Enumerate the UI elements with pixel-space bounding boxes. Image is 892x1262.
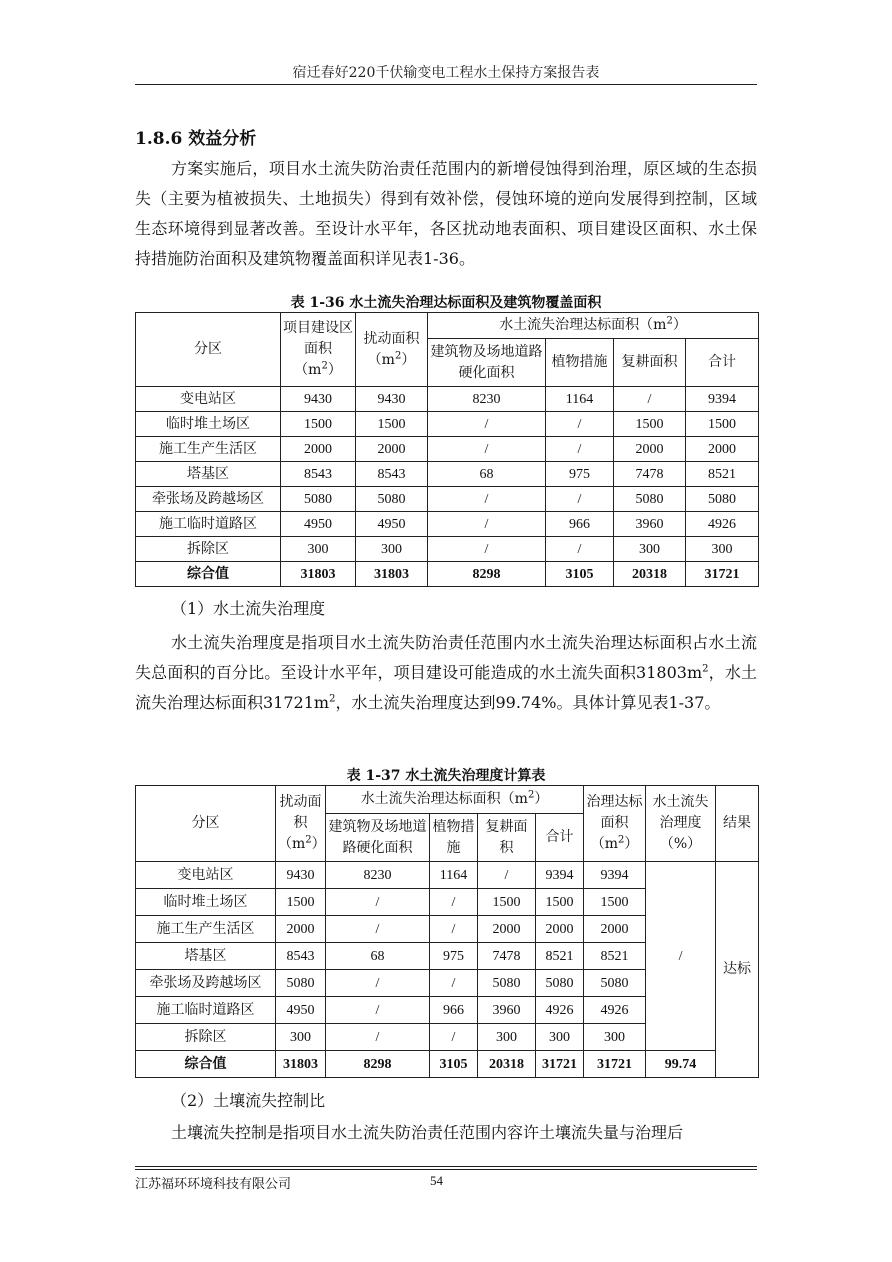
table-cell: 2000	[614, 437, 686, 462]
table-cell: 牵张场及跨越场区	[136, 487, 281, 512]
t37-header-rate: 水土流失治理度（%）	[646, 786, 716, 862]
table-cell: 8230	[326, 862, 430, 889]
merged-rate-cell: /	[646, 862, 716, 1051]
table-cell: 临时堆土场区	[136, 889, 276, 916]
table-cell: 966	[546, 512, 614, 537]
table-row	[136, 487, 759, 512]
table-cell: 5080	[356, 487, 428, 512]
table-37	[135, 785, 759, 1078]
table-total-row	[136, 1051, 759, 1078]
table-cell: /	[428, 487, 546, 512]
table-cell: /	[428, 537, 546, 562]
table-cell: 31721	[686, 562, 759, 587]
table-cell: 2000	[536, 916, 584, 943]
table-cell: 2000	[478, 916, 536, 943]
t36-header-plant: 植物措施	[546, 339, 614, 387]
table-cell: 300	[686, 537, 759, 562]
t36-header-road: 建筑物及场地道路硬化面积	[428, 339, 546, 387]
table-cell: 4926	[584, 997, 646, 1024]
section-title: 1.8.6 效益分析	[135, 129, 257, 149]
table-cell: 9430	[281, 387, 356, 412]
t37-header-disturb: 扰动面积$(m^2)$	[276, 786, 326, 862]
footer-rule	[135, 1166, 757, 1167]
table-cell: /	[430, 889, 478, 916]
table-cell: 施工生产生活区	[136, 437, 281, 462]
table-cell: /	[546, 487, 614, 512]
t37-body	[136, 862, 759, 1078]
t37-header-group: 水土流失治理达标面积$(m^2)$	[326, 786, 584, 814]
table-cell: /	[614, 387, 686, 412]
table-cell: 4926	[686, 512, 759, 537]
table-row	[136, 462, 759, 487]
header-rule	[135, 84, 757, 85]
table-cell: 5080	[536, 970, 584, 997]
page-number: 54	[430, 1173, 443, 1188]
table-cell: 31721	[536, 1051, 584, 1078]
table-cell: 2000	[686, 437, 759, 462]
table-cell: 拆除区	[136, 537, 281, 562]
table-cell: 5080	[478, 970, 536, 997]
table-cell: 1500	[584, 889, 646, 916]
table-cell: 300	[356, 537, 428, 562]
table-cell: 300	[276, 1024, 326, 1051]
table-cell: /	[428, 437, 546, 462]
table-row	[136, 387, 759, 412]
table-cell: 966	[430, 997, 478, 1024]
table-36	[135, 312, 759, 587]
table-row	[136, 412, 759, 437]
table-row	[136, 537, 759, 562]
table-cell: 68	[326, 943, 430, 970]
table-cell: /	[430, 1024, 478, 1051]
table-cell: 3960	[614, 512, 686, 537]
table-cell: 1500	[478, 889, 536, 916]
table-cell: /	[430, 970, 478, 997]
subheading-2: （2）土壤流失控制比	[171, 1091, 326, 1110]
table-cell: 1500	[614, 412, 686, 437]
table-37-caption: 表 1-37 水土流失治理度计算表	[346, 768, 546, 784]
table-cell: 20318	[614, 562, 686, 587]
t36-body	[136, 387, 759, 587]
table-cell: 5080	[614, 487, 686, 512]
table-cell: 塔基区	[136, 462, 281, 487]
table-cell: 牵张场及跨越场区	[136, 970, 276, 997]
table-cell: 8521	[584, 943, 646, 970]
table-cell: 4926	[536, 997, 584, 1024]
table-cell: 9394	[686, 387, 759, 412]
table-cell: 1164	[546, 387, 614, 412]
table-cell: 3105	[546, 562, 614, 587]
t37-header-result: 结果	[716, 786, 759, 862]
table-cell: 9430	[356, 387, 428, 412]
table-cell: 300	[584, 1024, 646, 1051]
table-cell: 1500	[536, 889, 584, 916]
table-cell: 综合值	[136, 1051, 276, 1078]
table-cell: 2000	[281, 437, 356, 462]
table-cell: /	[326, 997, 430, 1024]
table-cell: 2000	[276, 916, 326, 943]
t36-header-sum: 合计	[686, 339, 759, 387]
table-36-caption: 表 1-36 水土流失治理达标面积及建筑物覆盖面积	[290, 295, 602, 311]
table-cell: 施工生产生活区	[136, 916, 276, 943]
table-cell: 99.74	[646, 1051, 716, 1078]
table-cell: /	[326, 889, 430, 916]
table-cell: 8543	[356, 462, 428, 487]
merged-result-cell: 达标	[716, 862, 759, 1078]
page-header: 宿迁春好220千伏输变电工程水土保持方案报告表	[292, 65, 600, 81]
t37-header-plant: 植物措施	[430, 814, 478, 862]
table-cell: /	[546, 412, 614, 437]
t36-header-disturb: 扰动面积$(m^2)$	[356, 313, 428, 387]
table-cell: 8521	[686, 462, 759, 487]
table-cell: 31803	[281, 562, 356, 587]
table-cell: 7478	[478, 943, 536, 970]
table-cell: 20318	[478, 1051, 536, 1078]
t37-header-recl: 复耕面积	[478, 814, 536, 862]
table-cell: 9394	[536, 862, 584, 889]
table-cell: 31803	[276, 1051, 326, 1078]
table-cell: 8298	[326, 1051, 430, 1078]
table-cell: /	[430, 916, 478, 943]
table-cell: 975	[430, 943, 478, 970]
table-cell: 300	[478, 1024, 536, 1051]
table-cell: 4950	[356, 512, 428, 537]
paragraph-1: 方案实施后，项目水土流失防治责任范围内的新增侵蚀得到治理，原区域的生态损失（主要为植被损失、土地损失）得到有效补偿，侵蚀环境的逆向发展得到控制，区域生态环境得到显著改善。至设计水平年，各区扰动地表面积、项目建设区面积、水土保持措施防治面积及建筑物覆盖面积详见表1-36。	[135, 159, 757, 268]
table-cell: 1164	[430, 862, 478, 889]
t37-header-sum: 合计	[536, 814, 584, 862]
table-cell: 2000	[584, 916, 646, 943]
table-cell: 300	[281, 537, 356, 562]
paragraph-2: 水土流失治理度是指项目水土流失防治责任范围内水土流失治理达标面积占水土流失总面积的百分比。至设计水平年，项目建设可能造成的水土流失面积$31803m^2$，水土流失治理达标面积$31721m^2$，水土流失治理度达到99.74%。具体计算见表1-37。	[135, 633, 757, 712]
table-cell: 300	[614, 537, 686, 562]
table-cell: 1500	[356, 412, 428, 437]
table-cell: 变电站区	[136, 387, 281, 412]
table-cell: 临时堆土场区	[136, 412, 281, 437]
table-cell: 2000	[356, 437, 428, 462]
table-cell: 7478	[614, 462, 686, 487]
table-cell: 975	[546, 462, 614, 487]
table-cell: 31721	[584, 1051, 646, 1078]
table-cell: /	[428, 412, 546, 437]
table-cell: 3105	[430, 1051, 478, 1078]
t37-header-zone: 分区	[136, 786, 276, 862]
table-row	[136, 437, 759, 462]
paragraph-3: 土壤流失控制是指项目水土流失防治责任范围内容许土壤流失量与治理后	[171, 1123, 684, 1142]
table-cell: 综合值	[136, 562, 281, 587]
footer-rule-secondary	[135, 1169, 757, 1170]
table-cell: 5080	[276, 970, 326, 997]
table-cell: 9430	[276, 862, 326, 889]
table-cell: /	[546, 537, 614, 562]
table-cell: 8521	[536, 943, 584, 970]
t36-header-zone: 分区	[136, 313, 281, 387]
subheading-1: （1）水土流失治理度	[171, 599, 326, 618]
table-cell: 5080	[584, 970, 646, 997]
t37-header-road: 建筑物及场地道路硬化面积	[326, 814, 430, 862]
table-cell: /	[478, 862, 536, 889]
table-cell: /	[428, 512, 546, 537]
table-cell: /	[326, 970, 430, 997]
table-cell: 8543	[276, 943, 326, 970]
table-cell: 1500	[686, 412, 759, 437]
table-cell: 塔基区	[136, 943, 276, 970]
table-cell: 变电站区	[136, 862, 276, 889]
table-cell: /	[546, 437, 614, 462]
table-cell: 68	[428, 462, 546, 487]
table-cell: 施工临时道路区	[136, 997, 276, 1024]
table-cell: 拆除区	[136, 1024, 276, 1051]
table-cell: 9394	[584, 862, 646, 889]
table-row	[136, 862, 759, 889]
t36-header-build: 项目建设区面积$(m^2)$	[281, 313, 356, 387]
table-cell: 5080	[281, 487, 356, 512]
table-cell: 5080	[686, 487, 759, 512]
table-cell: 4950	[276, 997, 326, 1024]
table-total-row	[136, 562, 759, 587]
table-cell: 8298	[428, 562, 546, 587]
table-cell: 施工临时道路区	[136, 512, 281, 537]
table-cell: /	[326, 1024, 430, 1051]
table-cell: 1500	[281, 412, 356, 437]
t36-header-recl: 复耕面积	[614, 339, 686, 387]
table-cell: 1500	[276, 889, 326, 916]
table-cell: 3960	[478, 997, 536, 1024]
table-cell: 300	[536, 1024, 584, 1051]
table-cell: 8543	[281, 462, 356, 487]
table-row	[136, 512, 759, 537]
footer-company: 江苏福环环境科技有限公司	[135, 1177, 292, 1192]
t36-header-group: 水土流失治理达标面积$(m^2)$	[428, 313, 759, 339]
t37-header-treated: 治理达标面积$(m^2)$	[584, 786, 646, 862]
table-cell: 31803	[356, 562, 428, 587]
table-cell: /	[326, 916, 430, 943]
table-cell: 8230	[428, 387, 546, 412]
table-cell: 4950	[281, 512, 356, 537]
